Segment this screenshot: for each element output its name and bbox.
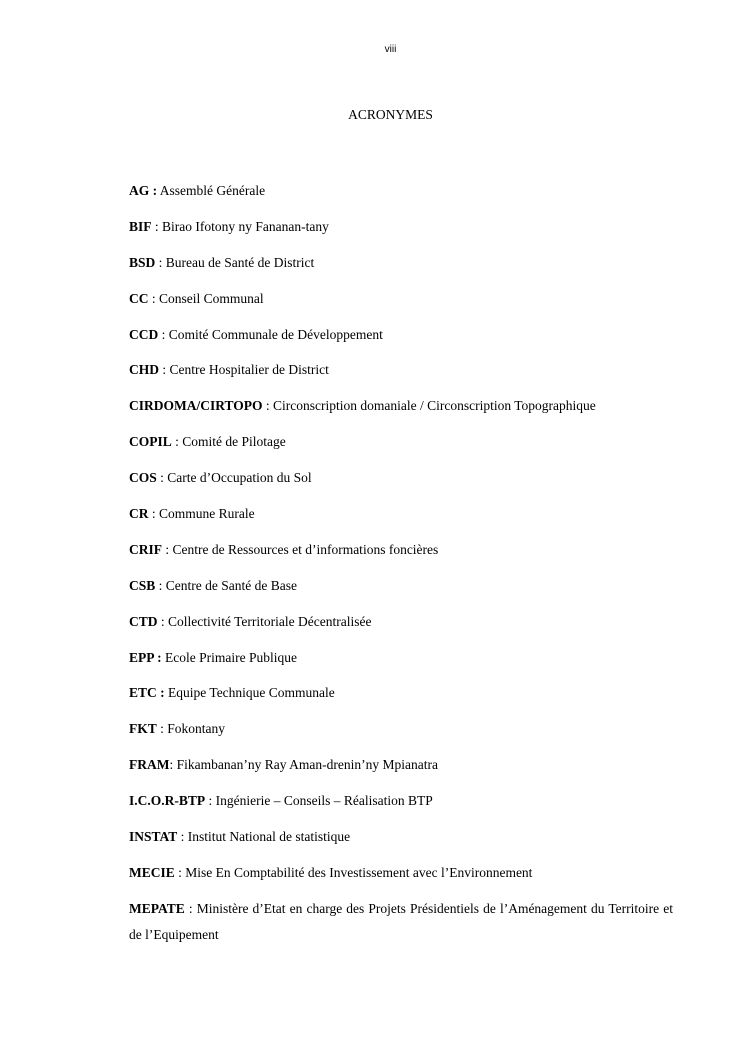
acronym-abbr: CRIF — [129, 541, 162, 557]
acronym-definition: : Bureau de Santé de District — [155, 254, 315, 270]
acronym-definition: : Birao Ifotony ny Fananan-tany — [151, 218, 329, 234]
acronym-abbr: CCD — [129, 326, 159, 342]
acronym-definition: : Comité de Pilotage — [171, 434, 286, 450]
acronym-abbr: CC — [129, 290, 149, 306]
acronym-abbr: I.C.O.R-BTP — [129, 793, 206, 809]
acronym-abbr: COS — [129, 470, 157, 486]
acronym-item-ccd — [129, 322, 673, 348]
acronym-definition: : Commune Rurale — [148, 506, 255, 522]
acronym-abbr: CTD — [129, 613, 158, 629]
acronym-item-bsd — [129, 250, 673, 276]
acronym-abbr: EPP : — [129, 649, 162, 665]
acronym-definition: : Centre de Santé de Base — [155, 577, 297, 593]
acronym-definition: : Centre Hospitalier de District — [159, 362, 329, 378]
acronym-definition: : Circonscription domaniale / Circonscription Topographique — [262, 398, 596, 414]
acronym-abbr: BSD — [129, 254, 156, 270]
acronym-definition: Equipe Technique Communale — [164, 685, 335, 701]
acronym-item-copil — [129, 429, 673, 455]
acronym-definition: : Mise En Comptabilité des Investissement avec l’Environnement — [174, 864, 533, 880]
acronym-item-mepate — [129, 896, 673, 948]
acronym-abbr: CHD — [129, 362, 159, 378]
acronym-item-fram — [129, 752, 673, 778]
acronym-definition: : Ingénierie – Conseils – Réalisation BTP — [205, 793, 433, 809]
acronym-item-ctd — [129, 609, 673, 635]
acronym-definition: : Conseil Communal — [148, 290, 264, 306]
acronym-item-crif — [129, 537, 673, 563]
acronym-item-ag — [129, 178, 673, 204]
acronym-definition: : Ministère d’Etat en charge des Projets Présidentiels de l’Aménagement du Territoire et de l’Equipement — [129, 900, 673, 942]
acronym-item-icor-btp — [129, 788, 673, 814]
acronym-item-cr — [129, 501, 673, 527]
acronym-abbr: MECIE — [129, 864, 175, 880]
acronym-definition: : Collectivité Territoriale Décentralisée — [157, 613, 372, 629]
acronym-item-mecie — [129, 860, 673, 886]
acronym-definition: : Comité Communale de Développement — [158, 326, 383, 342]
acronym-definition: Assemblé Générale — [157, 183, 266, 198]
acronym-item-bif — [129, 214, 673, 240]
acronym-item-csb — [129, 573, 673, 599]
acronym-definition: Ecole Primaire Publique — [161, 649, 297, 665]
acronym-item-cos — [129, 465, 673, 491]
page-number: viii — [384, 44, 397, 55]
acronym-abbr: CIRDOMA/CIRTOPO — [129, 398, 263, 414]
acronym-abbr: AG : — [129, 183, 158, 198]
acronym-item-cc — [129, 286, 673, 312]
acronym-list — [129, 178, 673, 958]
acronym-item-cirdoma-cirtopo — [129, 393, 673, 419]
acronym-item-instat — [129, 824, 673, 850]
acronym-item-etc — [129, 680, 673, 706]
acronym-abbr: FRAM — [129, 757, 170, 773]
acronym-item-epp — [129, 645, 673, 671]
acronym-abbr: BIF — [129, 218, 152, 234]
acronym-item-chd — [129, 357, 673, 383]
acronym-abbr: COPIL — [129, 434, 172, 450]
acronym-abbr: CR — [129, 506, 149, 522]
acronym-abbr: INSTAT — [129, 829, 178, 845]
acronym-definition: : Fokontany — [156, 721, 226, 737]
acronym-abbr: FKT — [129, 721, 157, 737]
page-title: ACRONYMES — [348, 107, 433, 122]
acronym-definition: : Carte d’Occupation du Sol — [156, 470, 312, 486]
acronym-abbr: ETC : — [129, 685, 165, 701]
acronym-abbr: MEPATE — [129, 900, 185, 916]
acronym-abbr: CSB — [129, 577, 156, 593]
acronym-definition: : Institut National de statistique — [177, 829, 351, 845]
acronym-definition: : Centre de Ressources et d’informations foncières — [162, 541, 439, 557]
acronym-definition: : Fikambanan’ny Ray Aman-drenin’ny Mpianatra — [169, 757, 438, 773]
acronym-item-fkt — [129, 716, 673, 742]
